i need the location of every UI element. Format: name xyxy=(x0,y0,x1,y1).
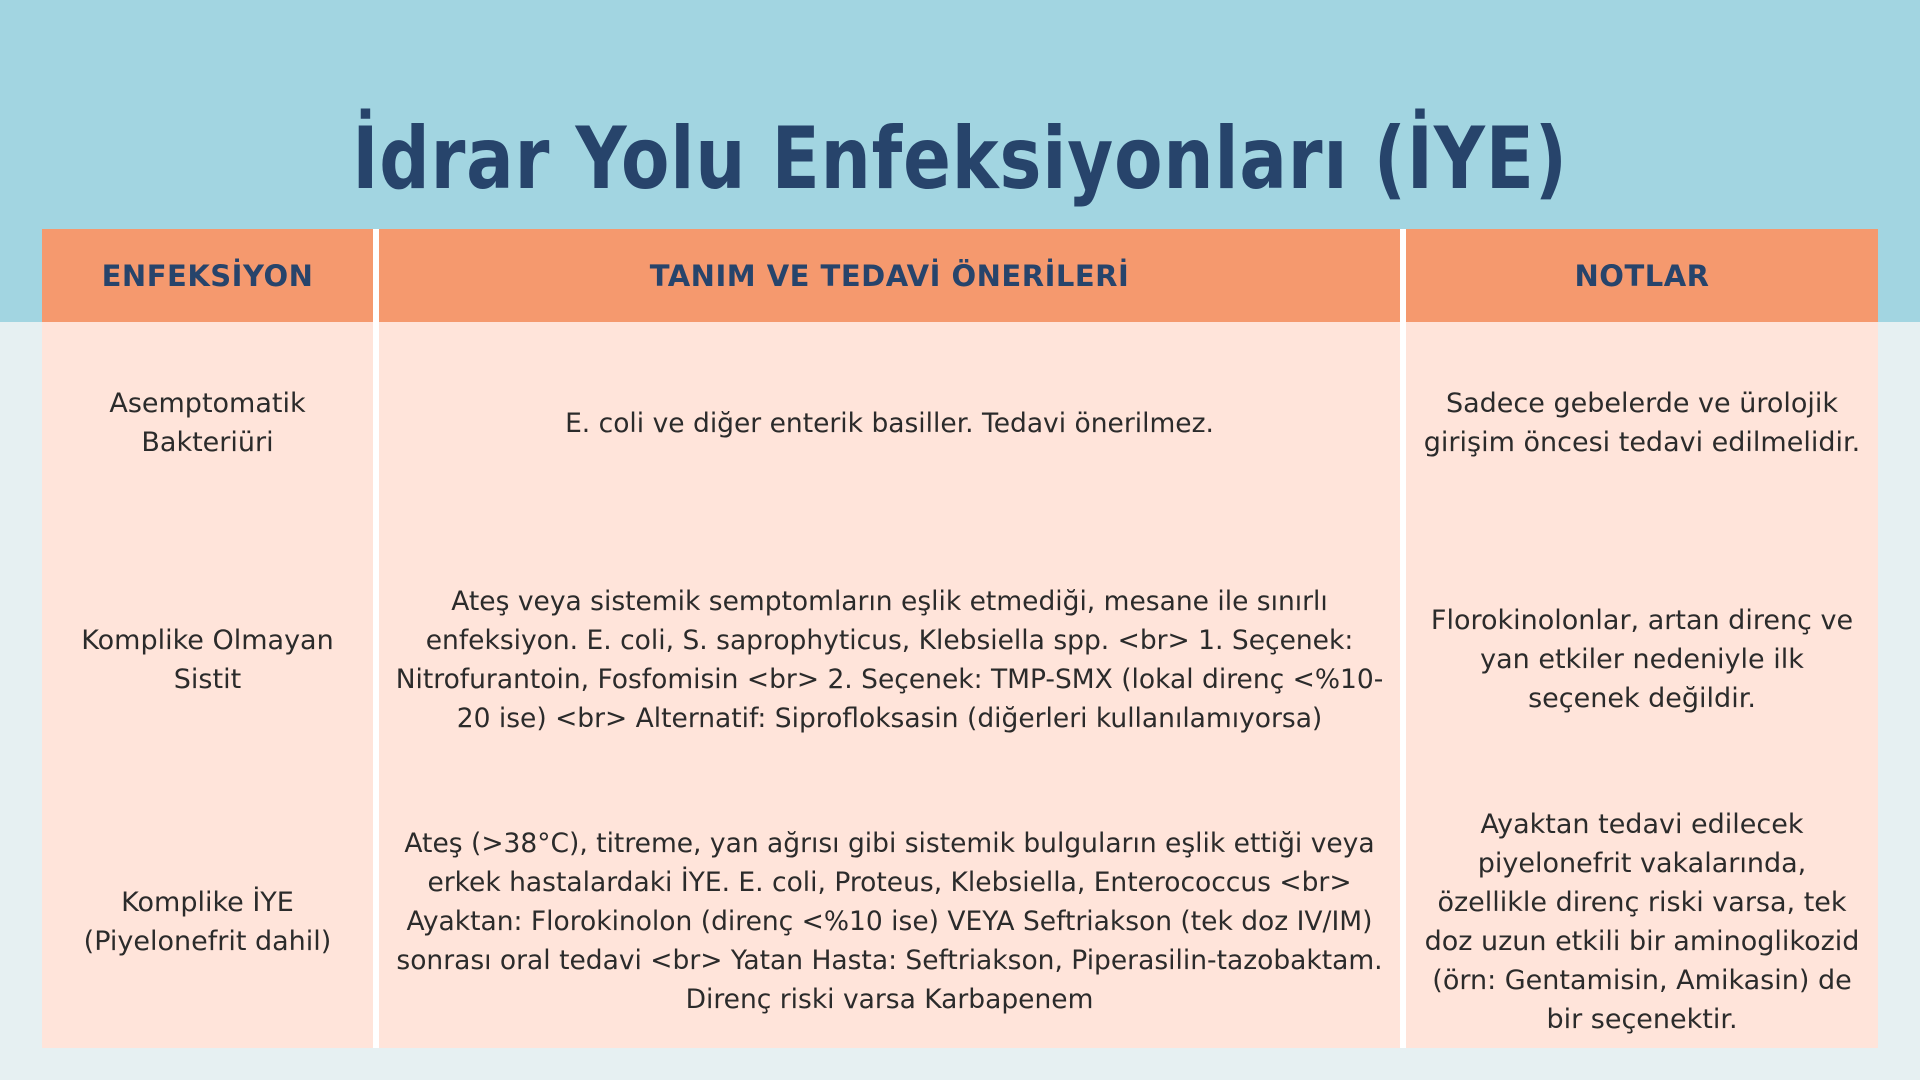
row-2-notes: Florokinolonlar, artan direnç ve yan etkiler nedeniyle ilk seçenek değildir. xyxy=(1406,524,1878,795)
row-2-description: Ateş veya sistemik semptomların eşlik etmediği, mesane ile sınırlı enfeksiyon. E. coli, S. saprophyticus, Klebsiella spp. <br> 1. Seçenek: Nitrofurantoin, Fosfomisin <br> 2. Seçenek: TMP-SMX (lokal direnç <%10-20 ise) <br> Alternatif: Siprofloksasin (diğerleri kullanılamıyorsa) xyxy=(379,524,1400,795)
row-1-description: E. coli ve diğer enterik basiller. Tedavi önerilmez. xyxy=(379,322,1400,524)
page-title: İdrar Yolu Enfeksiyonları (İYE) xyxy=(352,109,1568,209)
column-header-notes: NOTLAR xyxy=(1406,229,1878,322)
row-2-infection: Komplike Olmayan Sistit xyxy=(42,524,373,795)
row-3-description: Ateş (>38°C), titreme, yan ağrısı gibi sistemik bulguların eşlik ettiği veya erkek hastalardaki İYE. E. coli, Proteus, Klebsiella, Enterococcus <br> Ayaktan: Florokinolon (direnç <%10 ise) VEYA Seftriakson (tek doz IV/IM) sonrası oral tedavi <br> Yatan Hasta: Seftriakson, Piperasilin-tazobaktam. Direnç riski varsa Karbapenem xyxy=(379,795,1400,1048)
row-1-infection: Asemptomatik Bakteriüri xyxy=(42,322,373,524)
column-header-infection: ENFEKSİYON xyxy=(42,229,373,322)
row-1-notes: Sadece gebelerde ve ürolojik girişim öncesi tedavi edilmelidir. xyxy=(1406,322,1878,524)
infection-table xyxy=(42,229,1878,1048)
column-header-description: TANIM VE TEDAVİ ÖNERİLERİ xyxy=(379,229,1400,322)
row-3-infection: Komplike İYE (Piyelonefrit dahil) xyxy=(42,795,373,1048)
row-3-notes: Ayaktan tedavi edilecek piyelonefrit vakalarında, özellikle direnç riski varsa, tek doz uzun etkili bir aminoglikozid (örn: Gentamisin, Amikasin) de bir seçenektir. xyxy=(1406,795,1878,1048)
